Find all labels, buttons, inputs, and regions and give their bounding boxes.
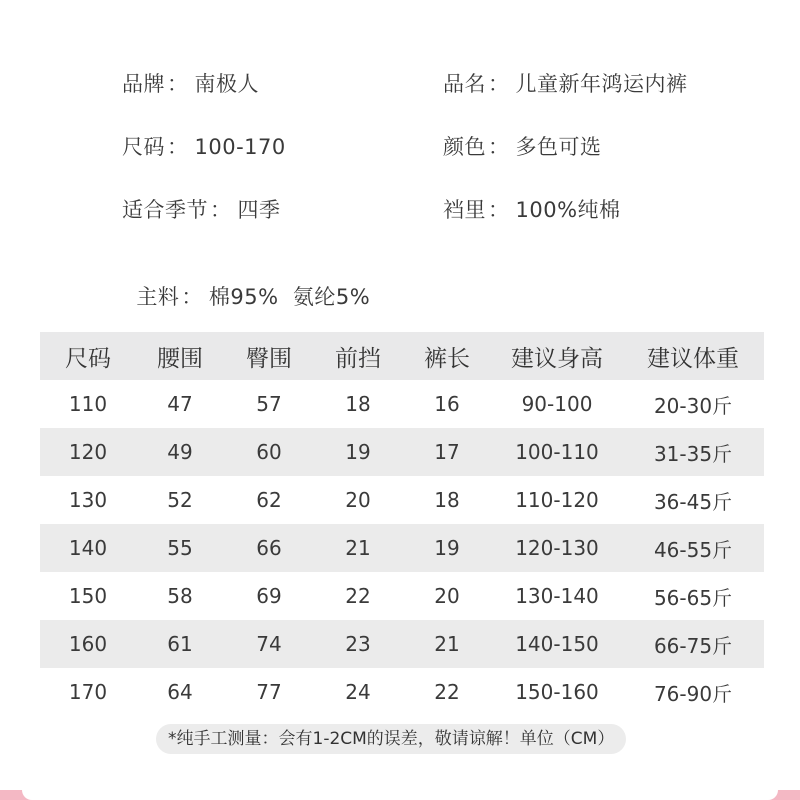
info-brand-label: 品牌 <box>122 72 165 96</box>
table-row <box>40 620 764 668</box>
table-cell: 19 <box>345 440 371 464</box>
table-cell: 52 <box>167 488 193 512</box>
table-cell: 140 <box>68 536 108 560</box>
table-cell: 19 <box>434 536 460 560</box>
table-cell: 120 <box>68 440 108 464</box>
table-cell: 130-140 <box>515 584 599 608</box>
table-cell: 77 <box>256 680 282 704</box>
info-separator: ： <box>488 72 510 96</box>
info-season-value: 四季 <box>237 198 281 222</box>
table-cell: 100-110 <box>515 440 599 464</box>
info-separator: ： <box>210 198 232 222</box>
info-size <box>122 131 286 161</box>
table-cell: 110-120 <box>515 488 599 512</box>
table-row <box>40 524 764 572</box>
size-table <box>40 332 764 716</box>
table-row <box>40 476 764 524</box>
table-cell: 66 <box>256 536 282 560</box>
info-lining <box>443 194 621 224</box>
info-size-value: 100-170 <box>194 135 286 159</box>
table-header-cell: 尺码 <box>65 345 111 372</box>
table-cell: 22 <box>345 584 371 608</box>
table-cell: 57 <box>256 392 282 416</box>
table-cell: 55 <box>167 536 193 560</box>
info-material <box>122 257 370 311</box>
table-cell: 31-35斤 <box>653 441 733 466</box>
table-cell: 46-55斤 <box>653 537 733 562</box>
info-brand <box>122 68 259 98</box>
table-header-cell: 腰围 <box>157 345 203 372</box>
table-cell: 74 <box>256 632 282 656</box>
table-row <box>40 428 764 476</box>
info-lining-value: 100%纯棉 <box>515 198 621 222</box>
info-separator: ： <box>181 285 203 309</box>
table-cell: 20 <box>434 584 460 608</box>
table-cell: 16 <box>434 392 460 416</box>
table-row <box>40 572 764 620</box>
table-cell: 120-130 <box>515 536 599 560</box>
table-cell: 61 <box>167 632 193 656</box>
info-lining-label: 裆里 <box>443 198 486 222</box>
table-header-cell: 建议身高 <box>511 345 603 372</box>
table-body <box>40 380 764 716</box>
table-cell: 21 <box>434 632 460 656</box>
table-cell: 36-45斤 <box>653 489 733 514</box>
info-separator: ： <box>167 135 189 159</box>
table-cell: 47 <box>167 392 193 416</box>
info-size-label: 尺码 <box>122 135 165 159</box>
info-separator: ： <box>488 135 510 159</box>
table-cell: 24 <box>345 680 371 704</box>
table-cell: 20-30斤 <box>653 393 733 418</box>
info-material-label: 主料 <box>136 285 180 309</box>
table-cell: 20 <box>345 488 371 512</box>
table-header-cell: 建议体重 <box>647 345 739 372</box>
info-material-value: 棉95% 氨纶5% <box>208 285 371 309</box>
table-cell: 17 <box>434 440 460 464</box>
info-product-name <box>443 68 688 98</box>
table-cell: 76-90斤 <box>653 681 733 706</box>
measurement-note: *纯手工测量：会有1-2CM的误差，敬请谅解！单位（CM） <box>156 724 626 754</box>
info-product-name-label: 品名 <box>443 72 486 96</box>
table-cell: 150 <box>68 584 108 608</box>
info-brand-value: 南极人 <box>194 72 259 96</box>
table-row <box>40 380 764 428</box>
table-cell: 160 <box>68 632 108 656</box>
table-cell: 150-160 <box>515 680 599 704</box>
bottom-decoration-gap <box>22 790 778 800</box>
table-cell: 64 <box>167 680 193 704</box>
table-header-cell: 前挡 <box>335 345 381 372</box>
table-header-cell: 臀围 <box>246 345 292 372</box>
info-color <box>443 131 602 161</box>
table-cell: 170 <box>68 680 108 704</box>
table-cell: 69 <box>256 584 282 608</box>
table-cell: 56-65斤 <box>653 585 733 610</box>
table-header-cell: 裤长 <box>424 345 470 372</box>
info-season-label: 适合季节 <box>122 198 208 222</box>
table-cell: 23 <box>345 632 371 656</box>
info-separator: ： <box>488 198 510 222</box>
table-cell: 49 <box>167 440 193 464</box>
table-cell: 90-100 <box>521 392 593 416</box>
table-cell: 21 <box>345 536 371 560</box>
table-cell: 58 <box>167 584 193 608</box>
table-row <box>40 668 764 716</box>
info-separator: ： <box>167 72 189 96</box>
table-cell: 140-150 <box>515 632 599 656</box>
info-color-value: 多色可选 <box>515 135 602 159</box>
info-color-label: 颜色 <box>443 135 486 159</box>
table-cell: 62 <box>256 488 282 512</box>
info-season <box>122 194 281 224</box>
table-cell: 66-75斤 <box>653 633 733 658</box>
table-cell: 18 <box>434 488 460 512</box>
table-cell: 130 <box>68 488 108 512</box>
table-header-row <box>40 332 764 380</box>
info-product-name-value: 儿童新年鸿运内裤 <box>515 72 688 96</box>
table-cell: 22 <box>434 680 460 704</box>
table-cell: 60 <box>256 440 282 464</box>
table-cell: 18 <box>345 392 371 416</box>
table-cell: 110 <box>68 392 108 416</box>
bottom-decoration <box>0 790 800 800</box>
